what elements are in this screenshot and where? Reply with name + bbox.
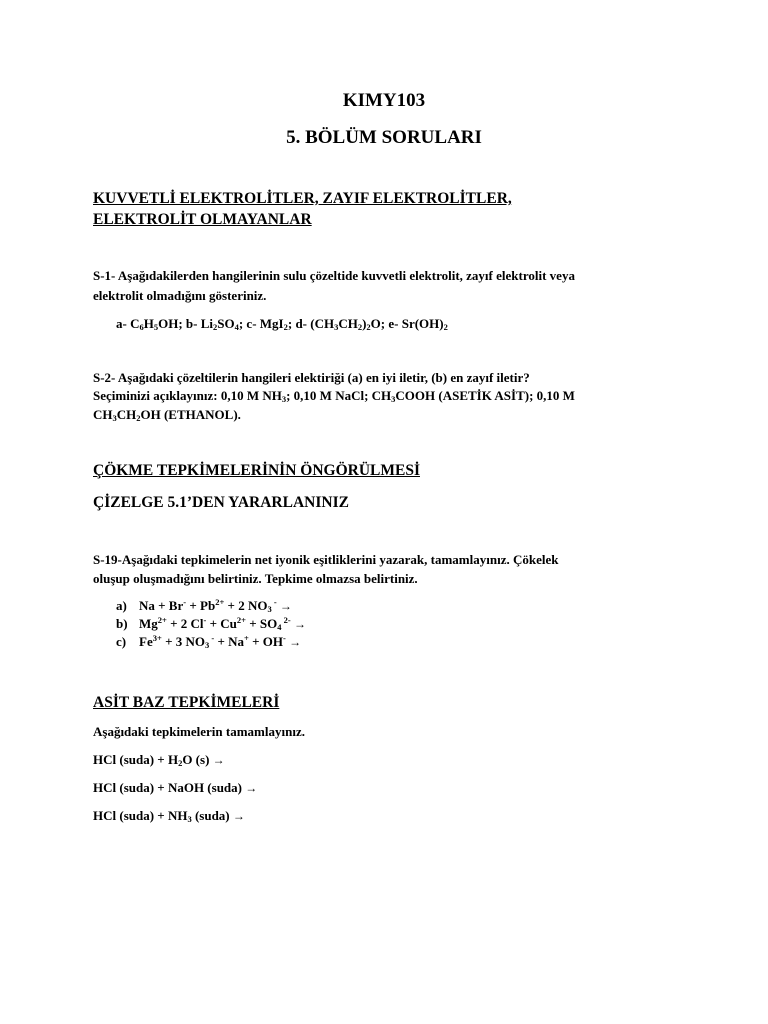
formula-text: Fe <box>139 634 153 649</box>
formula-text: CH <box>338 316 358 331</box>
formula-text: CH <box>116 407 137 422</box>
reaction-arrow-icon: → <box>279 599 292 613</box>
formula-text: O; e- Sr(OH) <box>370 316 444 331</box>
formula-subscript: 4 <box>277 622 282 632</box>
formula-text: + Pb <box>186 598 216 613</box>
formula-text: + Cu <box>206 616 237 631</box>
reaction-label-c: c) <box>116 634 127 649</box>
formula-text: H <box>143 316 154 331</box>
formula-superscript: 2+ <box>157 615 167 625</box>
question-s1-line2: elektrolit olmadığını gösteriniz. <box>93 288 267 303</box>
formula-subscript: 3 <box>112 413 117 423</box>
formula-text: ; c- MgI <box>238 316 284 331</box>
formula-subscript: 5 <box>153 322 159 332</box>
formula-text: OH (ETHANOL). <box>140 407 241 422</box>
formula-superscript: - <box>183 597 187 607</box>
formula-text: + SO <box>246 616 278 631</box>
formula-superscript: - <box>209 633 215 643</box>
reaction-label-b: b) <box>116 616 128 631</box>
formula-subscript: 2 <box>178 758 183 768</box>
acid-base-reaction-3 <box>93 808 245 824</box>
formula-subscript: 2 <box>136 413 141 423</box>
formula-text: + OH <box>248 634 283 649</box>
question-s19-line2: oluşup oluşmadığını belirtiniz. Tepkime olmazsa belirtiniz. <box>93 571 418 586</box>
question-s2-line3 <box>93 407 241 423</box>
formula-superscript: - <box>271 597 277 607</box>
formula-text: ; d- (CH <box>287 316 335 331</box>
acid-base-reaction-1 <box>93 752 225 768</box>
section2-subheading: ÇİZELGE 5.1’DEN YARARLANINIZ <box>93 494 349 511</box>
acid-base-reaction-2 <box>93 780 257 796</box>
formula-subscript: 2 <box>283 322 288 332</box>
formula-subscript: 3 <box>187 814 192 824</box>
question-s1-options <box>116 316 448 332</box>
reaction-arrow-icon: → <box>293 617 306 631</box>
formula-text: HCl (suda) + NaOH (suda) <box>93 780 246 795</box>
formula-superscript: - <box>282 633 286 643</box>
formula-text: a- C <box>116 316 140 331</box>
formula-superscript: 2- <box>281 615 291 625</box>
question-s2-line2 <box>93 388 575 404</box>
formula-text: S-2- Aşağıdaki çözeltilerin hangileri elektiriği (a) en iyi iletir, (b) en zayıf iletir? <box>93 370 530 385</box>
formula-subscript: 2 <box>443 322 448 332</box>
question-s19-line1: S-19-Aşağıdaki tepkimelerin net iyonik eşitliklerini yazarak, tamamlayınız. Çökelek <box>93 552 559 567</box>
question-s1-line1: S-1- Aşağıdakilerden hangilerinin sulu çözeltide kuvvetli elektrolit, zayıf elektrolit veya <box>93 268 575 283</box>
formula-subscript: 3 <box>267 604 272 614</box>
formula-subscript: 3 <box>281 394 287 404</box>
section1-heading-line1: KUVVETLİ ELEKTROLİTLER, ZAYIF ELEKTROLİTLER, <box>93 190 512 207</box>
formula-text: ; 0,10 M NaCl; CH <box>286 388 392 403</box>
formula-text: COOH (ASETİK ASİT); 0,10 M <box>395 388 575 403</box>
formula-text: Na + Br <box>139 598 184 613</box>
formula-text: + 2 Cl <box>166 616 204 631</box>
section1-heading-line2: ELEKTROLİT OLMAYANLAR <box>93 211 312 228</box>
formula-text: Mg <box>139 616 158 631</box>
formula-subscript: 2 <box>213 322 218 332</box>
formula-subscript: 3 <box>204 640 210 650</box>
formula-text: HCl (suda) + NH <box>93 808 188 823</box>
formula-text: OH; b- Li <box>158 316 213 331</box>
formula-text: + Na <box>214 634 244 649</box>
formula-text: Seçiminizi açıklayınız: 0,10 M NH <box>93 388 282 403</box>
formula-superscript: + <box>244 633 249 643</box>
formula-subscript: 3 <box>391 394 396 404</box>
course-title: KIMY103 <box>342 90 426 111</box>
reaction-a <box>139 598 292 614</box>
formula-subscript: 2 <box>366 322 371 332</box>
formula-text: CH <box>93 407 113 422</box>
reaction-label-a: a) <box>116 598 127 613</box>
reaction-b <box>139 616 306 632</box>
reaction-arrow-icon: → <box>232 809 245 823</box>
formula-superscript: - <box>203 615 207 625</box>
formula-superscript: 3+ <box>152 633 162 643</box>
reaction-arrow-icon: → <box>212 753 225 767</box>
formula-subscript: 6 <box>139 322 144 332</box>
formula-subscript: 4 <box>234 322 239 332</box>
section3-heading: ASİT BAZ TEPKİMELERİ <box>93 694 280 711</box>
question-s2-line1 <box>93 370 530 386</box>
formula-text: O (s) <box>182 752 213 767</box>
reaction-arrow-icon: → <box>245 781 258 795</box>
formula-text: (suda) <box>191 808 233 823</box>
section2-heading: ÇÖKME TEPKİMELERİNİN ÖNGÖRÜLMESİ <box>93 462 420 479</box>
formula-superscript: 2+ <box>236 615 247 625</box>
formula-text: + 2 NO <box>224 598 268 613</box>
formula-text: ) <box>362 316 367 331</box>
formula-subscript: 2 <box>357 322 363 332</box>
formula-text: SO <box>217 316 235 331</box>
formula-subscript: 3 <box>334 322 339 332</box>
formula-superscript: 2+ <box>215 597 225 607</box>
reaction-arrow-icon: → <box>289 635 302 649</box>
chapter-title: 5. BÖLÜM SORULARI <box>286 127 482 148</box>
formula-text: HCl (suda) + H <box>93 752 179 767</box>
reaction-c <box>139 634 301 650</box>
section3-intro: Aşağıdaki tepkimelerin tamamlayınız. <box>93 724 305 739</box>
formula-text: + 3 NO <box>161 634 205 649</box>
